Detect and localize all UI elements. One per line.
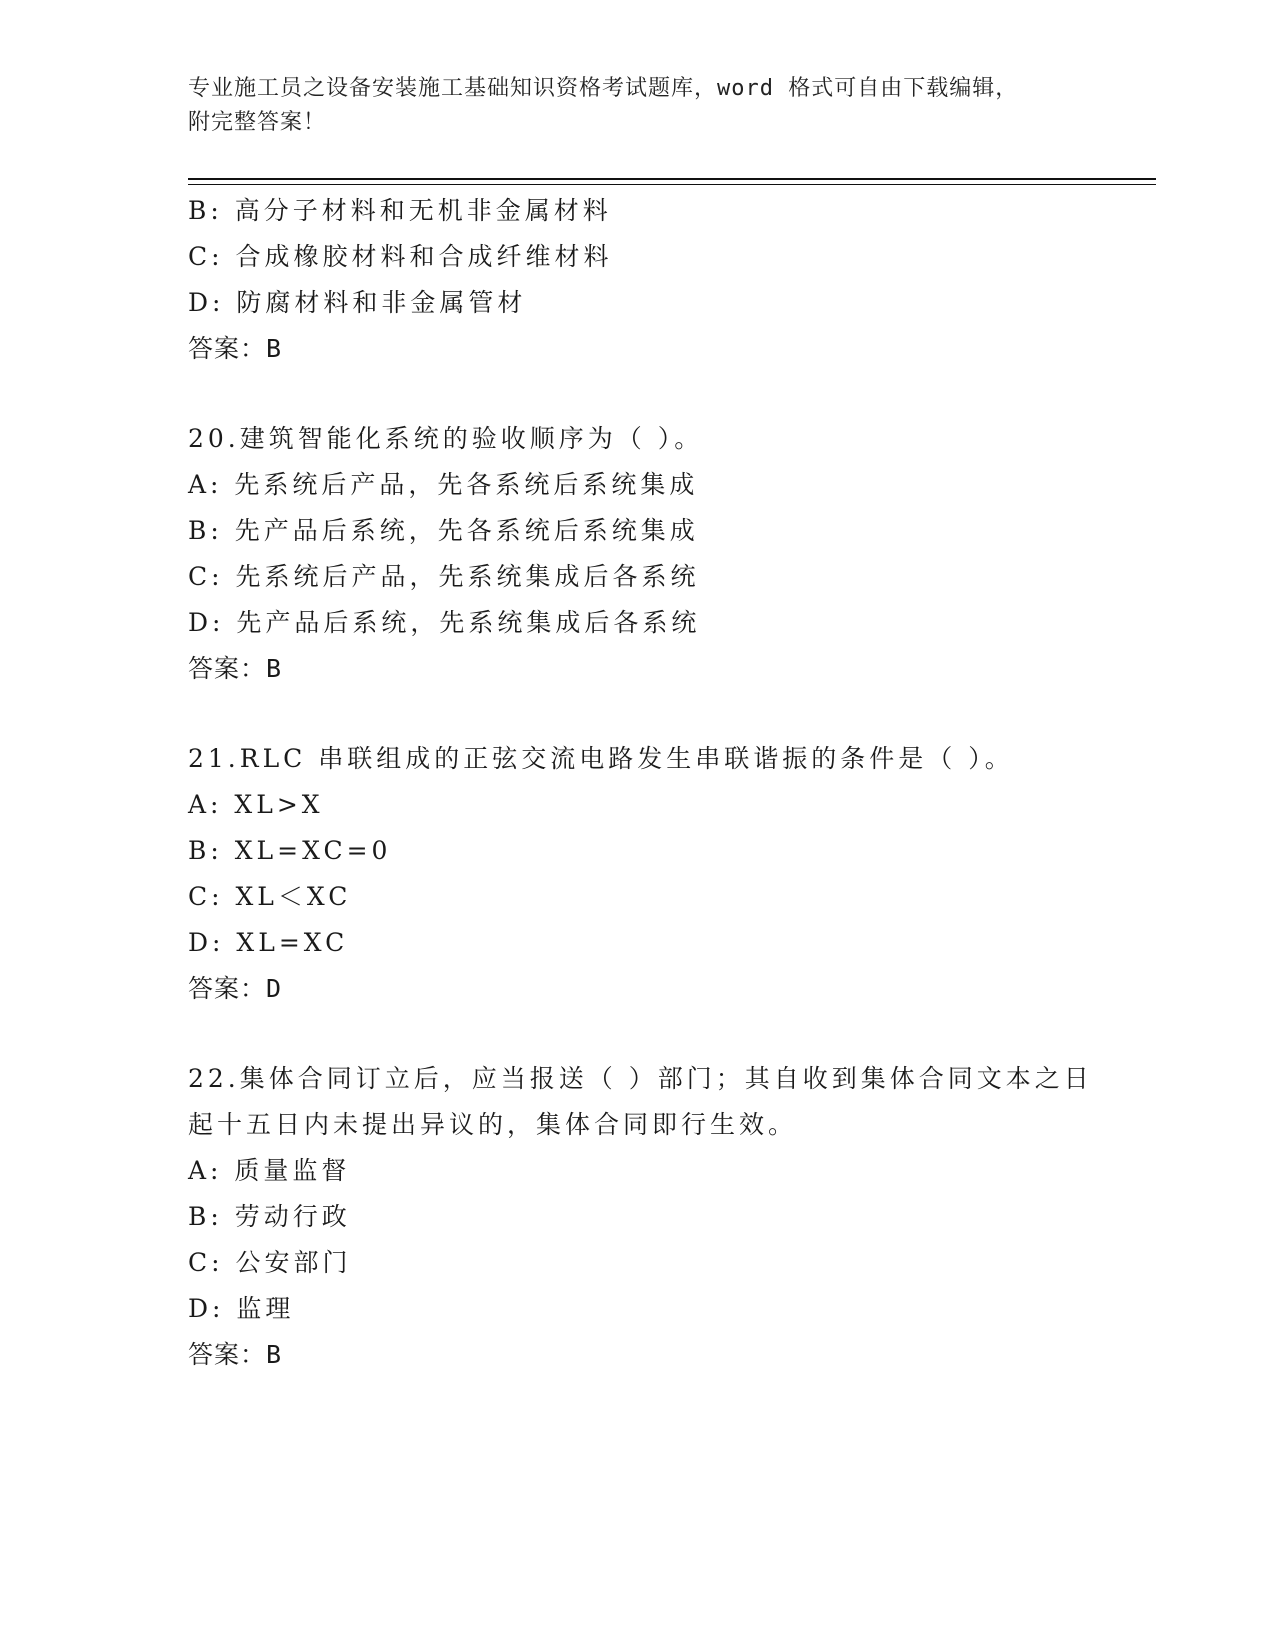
option-c: C: XL＜XC (188, 882, 352, 911)
answer-line: 答案：D (188, 974, 283, 1003)
header-line-1: 专业施工员之设备安装施工基础知识资格考试题库，word 格式可自由下载编辑， (188, 76, 1019, 101)
option-b: B: 劳动行政 (188, 1202, 351, 1231)
header-divider-thick (188, 178, 1156, 180)
question-block-19 (188, 188, 1108, 372)
option-c: C: 合成橡胶材料和合成纤维材料 (188, 242, 613, 271)
document-header (188, 72, 1088, 140)
answer-line: 答案：B (188, 654, 283, 683)
spacer (188, 372, 1108, 416)
option-d: D: 防腐材料和非金属管材 (188, 288, 527, 317)
header-line-2: 附完整答案！ (188, 110, 327, 135)
option-c: C: 公安部门 (188, 1248, 352, 1277)
option-a: A: 质量监督 (188, 1156, 351, 1185)
header-divider-thin (188, 184, 1156, 185)
question-block-22 (188, 1056, 1108, 1378)
option-d: D: 监理 (188, 1294, 295, 1323)
option-b: B: XL=XC=0 (188, 836, 392, 865)
option-a: A: 先系统后产品，先各系统后系统集成 (188, 470, 699, 499)
option-b: B: 高分子材料和无机非金属材料 (188, 196, 612, 225)
option-d: D: XL=XC (188, 928, 349, 957)
question-stem: 22.集体合同订立后，应当报送（ ）部门；其自收到集体合同文本之日起十五日内未提出异议的，集体合同即行生效。 (188, 1064, 1093, 1139)
option-b: B: 先产品后系统，先各系统后系统集成 (188, 516, 699, 545)
answer-line: 答案：B (188, 334, 283, 363)
spacer (188, 692, 1108, 736)
question-stem: 21.RLC 串联组成的正弦交流电路发生串联谐振的条件是（ ）。 (188, 744, 1014, 773)
option-d: D: 先产品后系统，先系统集成后各系统 (188, 608, 701, 637)
question-stem: 20.建筑智能化系统的验收顺序为（ ）。 (188, 424, 704, 453)
question-list (188, 188, 1108, 1378)
spacer (188, 1012, 1108, 1056)
option-c: C: 先系统后产品，先系统集成后各系统 (188, 562, 700, 591)
question-block-21 (188, 736, 1108, 1012)
option-a: A: XL>X (188, 790, 324, 819)
answer-line: 答案：B (188, 1340, 283, 1369)
question-block-20 (188, 416, 1108, 692)
